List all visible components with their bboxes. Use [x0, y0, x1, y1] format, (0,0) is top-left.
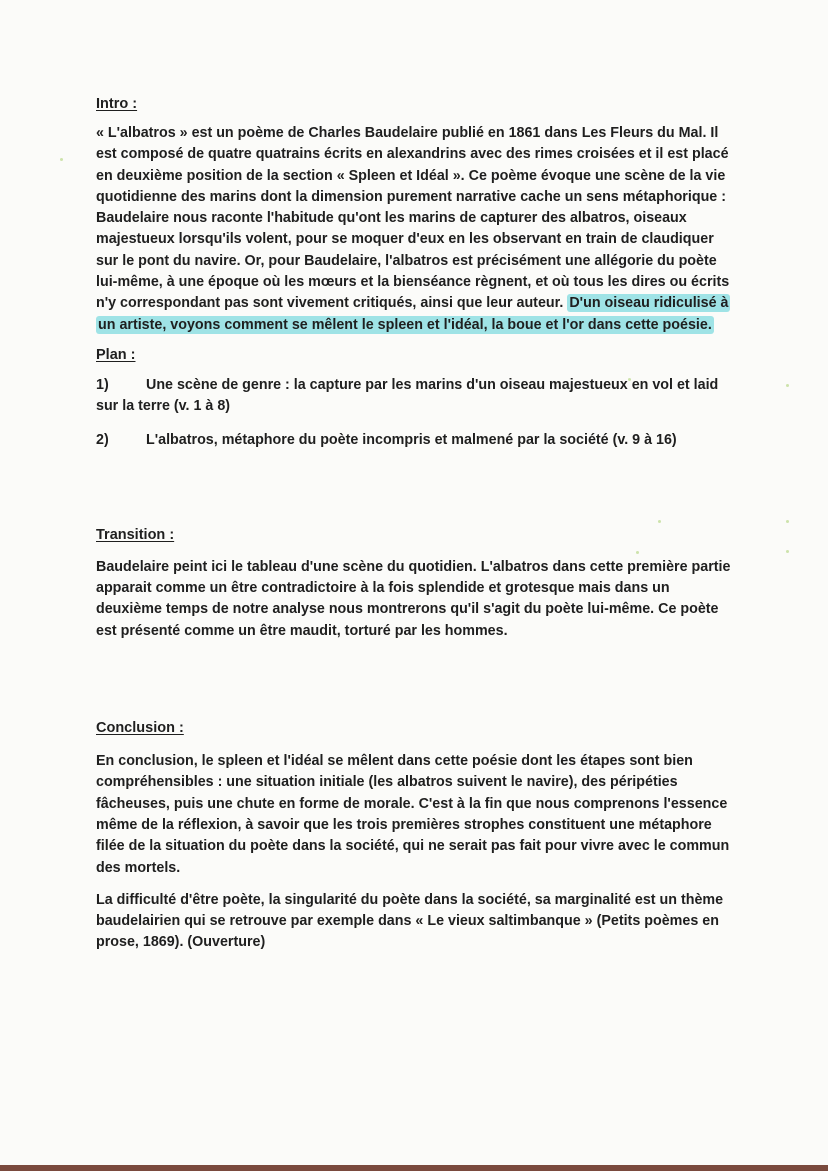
plan-list — [96, 375, 736, 451]
scan-speck — [786, 550, 789, 553]
intro-highlighted-text: D'un oiseau ridiculisé à un artiste, voyons comment se mêlent le spleen et l'idéal, la boue et l'or dans cette poésie. — [98, 295, 729, 333]
conclusion-heading: Conclusion : — [96, 720, 184, 737]
scan-speck — [786, 520, 789, 523]
plan-item — [96, 430, 736, 451]
conclusion-paragraph: En conclusion, le spleen et l'idéal se mêlent dans cette poésie dont les étapes sont bien compréhensibles : une situation initiale (les albatros suivent le navire), des péripéties fâcheuses, puis une chute en forme de morale. C'est à la fin que nous comprenons l'essence même de la réflexion, à savoir que les trois premières strophes constituent une métaphore filée de la situation du poète dans la société, qui ne serait pas fait pour vivre avec le commun des mortels. — [96, 753, 730, 876]
document-body — [96, 94, 736, 954]
conclusion-opening-paragraph: La difficulté d'être poète, la singularité du poète dans la société, sa marginalité est un thème baudelairien qui se retrouve par exemple dans « Le vieux saltimbanque » (Petits poèmes en prose, 1869). (Ouverture) — [96, 891, 724, 951]
scan-speck — [60, 158, 63, 161]
intro-heading: Intro : — [96, 96, 138, 112]
scan-speck — [786, 384, 789, 387]
transition-paragraph: Baudelaire peint ici le tableau d'une scène du quotidien. L'albatros dans cette première partie apparait comme un être contradictoire à la fois splendide et grotesque mais dans un deuxième temps de notre analyse nous montrerons qu'il s'agit du poète lui-même. Ce poète est présenté comme un être maudit, torturé par les hommes. — [96, 558, 731, 639]
intro-paragraph — [96, 123, 736, 336]
plan-item — [96, 375, 736, 418]
plan-item-text: L'albatros, métaphore du poète incompris et malmené par la société (v. 9 à 16) — [146, 431, 677, 448]
plan-item-number: 1) — [96, 376, 109, 393]
plan-heading: Plan : — [96, 346, 136, 363]
plan-item-text: Une scène de genre : la capture par les marins d'un oiseau majestueux en vol et laid sur la terre (v. 1 à 8) — [96, 376, 719, 415]
plan-item-number: 2) — [96, 431, 109, 448]
intro-text: « L'albatros » est un poème de Charles Baudelaire publié en 1861 dans Les Fleurs du Mal. Il est composé de quatre quatrains écrits en alexandrins avec des rimes croisées et il est placé en deuxième position de la section « Spleen et Idéal ». Ce poème évoque une scène de la vie quotidienne des marins dont la dimension purement narrative cache un sens métaphorique : Baudelaire nous raconte l'habitude qu'ont les marins de capturer des albatros, oiseaux majestueux lorsqu'ils volent, pour se moquer d'eux en les observant en train de claudiquer sur le pont du navire. Or, pour Baudelaire, l'albatros est précisément une allégorie du poète lui-même, à une époque où les mœurs et la bienséance règnent, et où tous les dires ou écrits n'y correspondant pas sont vivement critiqués, ainsi que leur auteur. — [96, 125, 730, 312]
transition-heading: Transition : — [96, 526, 175, 543]
